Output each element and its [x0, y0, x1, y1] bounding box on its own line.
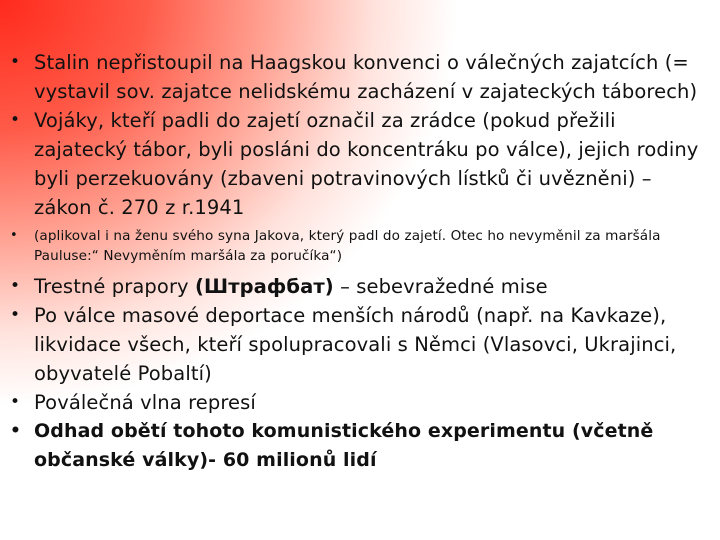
bullet-marker: • [10, 392, 21, 412]
bullet-item [8, 301, 708, 388]
bullet-text: Po válce masové deportace menších národů (např. na Kavkaze), likvidace všech, kteří spolupracovali s Němci (Vlasovci, Ukrajinci, obyvatelé Pobaltí) [34, 304, 677, 385]
bullet-text: Poválečná vlna represí [34, 391, 256, 414]
bullet-marker: • [10, 421, 21, 441]
bullet-text: (aplikoval i na ženu svého syna Jakova, který padl do zajetí. Otec ho nevyměnil za maršála Pauluse:“ Nevyměním maršála za poručíka“) [34, 228, 661, 264]
bullet-item-bold [8, 417, 708, 475]
bullet-item [8, 106, 708, 222]
bullet-marker: • [10, 228, 18, 243]
bullet-item [8, 272, 708, 301]
bullet-text: Vojáky, kteří padli do zajetí označil za zrádce (pokud přežili zajatecký tábor, byli posláni do koncentráku po válce), jejich rodiny byli perzekuovány (zbaveni potravinových lístků či uvězněni) – zákon č. 270 z r.1941 [34, 109, 699, 219]
bullet-text: Stalin nepřistoupil na Haagskou konvenci o válečných zajatcích (= vystavil sov. zajatce nelidskému zacházení v zajateckých táborech) [34, 51, 698, 103]
bullet-list [8, 48, 708, 475]
bullet-text-before: Trestné prapory [34, 275, 195, 298]
bullet-text: Odhad obětí tohoto komunistického experimentu (včetně občanské války)- 60 milionů lidí [34, 420, 654, 471]
bullet-marker: • [10, 276, 21, 296]
bullet-item [8, 48, 708, 106]
bullet-term: (Штрафбат) [195, 275, 334, 298]
bullet-item-note [8, 226, 708, 266]
bullet-text-after: – sebevražedné mise [333, 275, 548, 298]
bullet-marker: • [10, 110, 21, 130]
bullet-marker: • [10, 305, 21, 325]
bullet-item [8, 388, 708, 417]
bullet-marker: • [10, 52, 21, 72]
